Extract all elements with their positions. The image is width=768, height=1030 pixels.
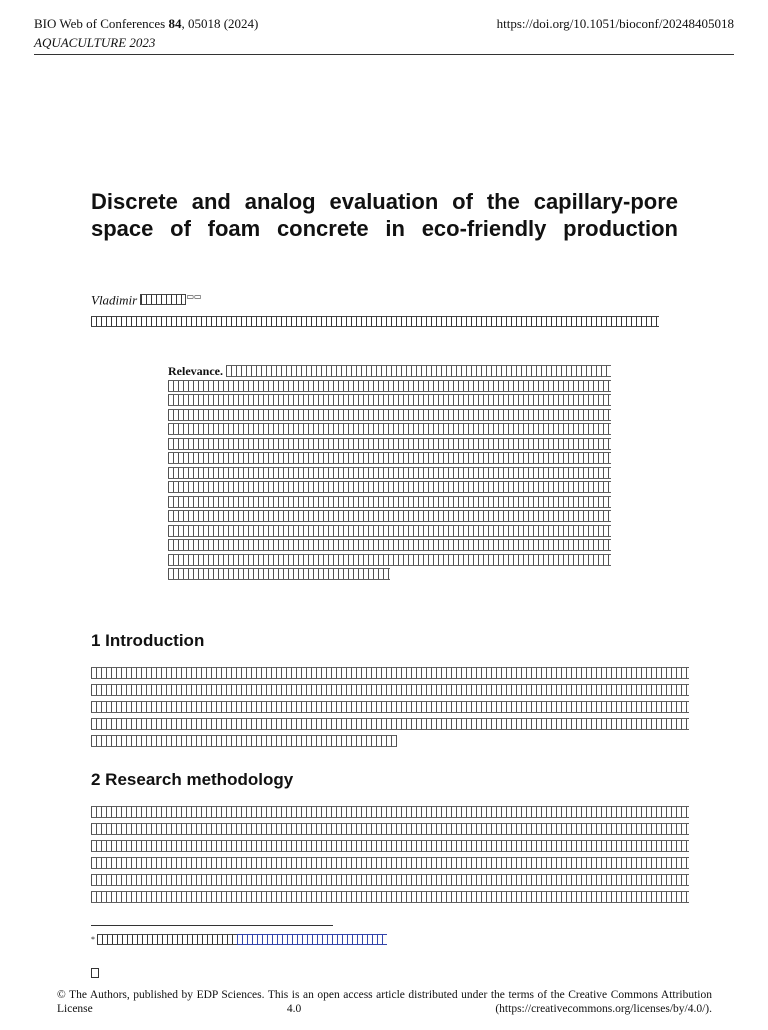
introduction-body bbox=[91, 664, 689, 749]
footnote-glyphs bbox=[97, 934, 237, 945]
body-line bbox=[91, 888, 689, 905]
abstract-line bbox=[168, 408, 611, 423]
abstract-lead: Relevance. bbox=[168, 363, 223, 378]
body-line bbox=[91, 803, 689, 820]
abstract-line bbox=[168, 451, 611, 466]
page-marker bbox=[91, 968, 99, 978]
body-line bbox=[91, 820, 689, 837]
license-line-1: © The Authors, published by EDP Sciences. This is an open access article distributed under the terms of the Creative bbox=[57, 989, 608, 1001]
header-divider bbox=[34, 54, 734, 55]
abstract-line bbox=[168, 524, 611, 539]
body-line bbox=[91, 837, 689, 854]
running-header bbox=[34, 14, 734, 52]
body-line bbox=[91, 664, 689, 681]
abstract-line bbox=[168, 480, 611, 495]
article-number: , 05018 (2024) bbox=[181, 16, 259, 31]
affiliation bbox=[91, 316, 659, 330]
conference-name: AQUACULTURE 2023 bbox=[34, 35, 156, 50]
journal-volume: 84 bbox=[168, 16, 182, 31]
author-line: Vladimir ▭▭ bbox=[91, 292, 202, 308]
section-heading-methodology: 2 Research methodology bbox=[91, 770, 294, 789]
author-surname-glyphs bbox=[140, 294, 186, 305]
author-first-name: Vladimir bbox=[91, 292, 138, 308]
paper-title: Discrete and analog evaluation of the capillary-pore space of foam concrete in eco-friendly production bbox=[91, 189, 678, 241]
abstract-line bbox=[168, 509, 611, 524]
abstract-line bbox=[168, 422, 611, 437]
footnote-divider bbox=[91, 925, 333, 926]
abstract bbox=[168, 364, 611, 582]
body-line bbox=[91, 681, 689, 698]
section-heading-introduction: 1 Introduction bbox=[91, 631, 205, 650]
affiliation-glyphs bbox=[91, 316, 659, 327]
doi-link[interactable]: https://doi.org/10.1051/bioconf/20248405018 bbox=[496, 16, 734, 31]
body-line bbox=[91, 871, 689, 888]
corresponding-author-footnote: * bbox=[91, 934, 387, 945]
abstract-line bbox=[168, 466, 611, 481]
abstract-line bbox=[168, 553, 611, 568]
journal-name: BIO Web of Conferences bbox=[34, 16, 169, 31]
abstract-line bbox=[168, 567, 611, 582]
abstract-line bbox=[168, 538, 611, 553]
author-email-link[interactable] bbox=[237, 934, 387, 945]
abstract-line bbox=[168, 364, 611, 379]
body-line bbox=[91, 715, 689, 732]
abstract-line bbox=[168, 437, 611, 452]
abstract-line bbox=[168, 393, 611, 408]
license-line-2: Commons Attribution License 4.0 (https://creativecommons.org/licenses/by/4.0/). bbox=[57, 989, 712, 1015]
abstract-line bbox=[168, 379, 611, 394]
body-line bbox=[91, 854, 689, 871]
methodology-body bbox=[91, 803, 689, 905]
abstract-line bbox=[168, 495, 611, 510]
body-line bbox=[91, 732, 689, 749]
body-line bbox=[91, 698, 689, 715]
